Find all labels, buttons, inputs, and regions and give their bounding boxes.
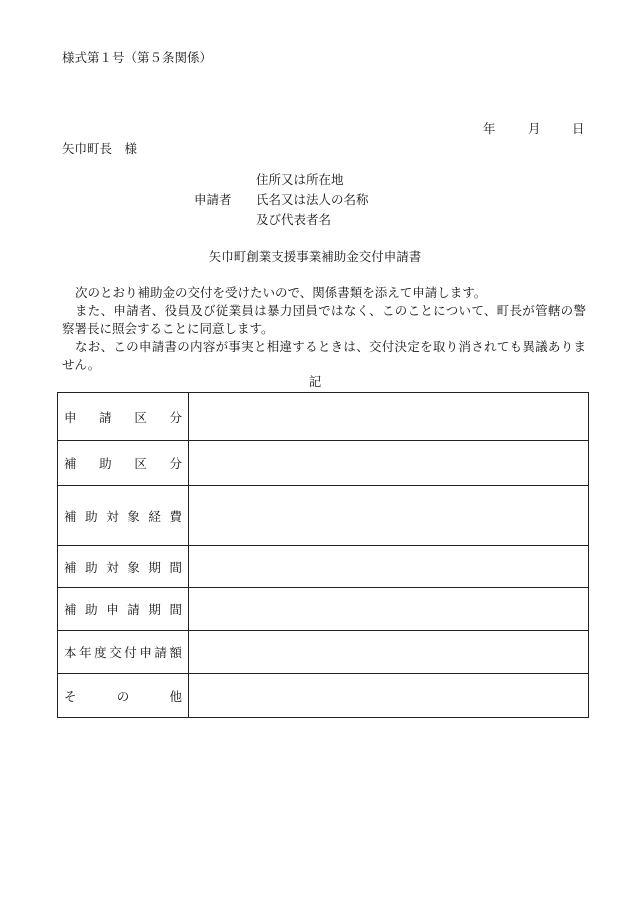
row-label	[64, 643, 182, 661]
label-char: 区	[134, 456, 147, 471]
label-char: 申	[106, 602, 119, 617]
table-row	[58, 631, 589, 674]
row-value-cell[interactable]	[189, 674, 589, 718]
label-char: 請	[154, 645, 167, 660]
label-char: 補	[64, 456, 77, 471]
label-char: 分	[169, 456, 182, 471]
label-char: そ	[64, 688, 77, 704]
label-char: 補	[64, 559, 77, 575]
row-label-cell	[58, 588, 189, 631]
document-title: 矢巾町創業支援事業補助金交付申請書	[208, 249, 422, 264]
label-char: 申	[139, 645, 152, 660]
table-row	[58, 441, 589, 486]
label-char: 象	[127, 508, 140, 524]
applicant-representative-field: 及び代表者名	[256, 212, 332, 227]
table-row	[58, 674, 589, 718]
label-char: 経	[148, 508, 161, 524]
row-label	[64, 454, 182, 472]
label-char: 補	[64, 602, 77, 617]
body-paragraph-1: 次のとおり補助金の交付を受けたいので、関係書類を添えて申請します。	[75, 285, 487, 300]
label-char: 助	[85, 508, 98, 524]
label-char: 象	[127, 559, 140, 575]
row-label	[64, 507, 182, 525]
row-label	[64, 408, 182, 426]
row-label-cell	[58, 486, 189, 546]
label-char: 本	[64, 645, 77, 660]
label-char: 分	[169, 409, 182, 425]
label-char: 度	[94, 645, 107, 660]
label-char: 助	[99, 456, 112, 471]
table-row	[58, 546, 589, 588]
label-char: 対	[106, 508, 119, 524]
label-char: 助	[85, 602, 98, 617]
row-label-cell	[58, 441, 189, 486]
addressee: 矢巾町長 様	[62, 141, 138, 156]
body-paragraph-3: なお、この申請書の内容が事実と相違するときは、交付決定を取り消されても異議ありません。	[62, 339, 586, 372]
ki-label: 記	[308, 374, 322, 389]
label-char: 区	[134, 409, 147, 425]
label-char: 期	[148, 559, 161, 575]
label-char: 額	[169, 645, 182, 660]
row-value-cell[interactable]	[189, 393, 589, 441]
form-number: 様式第１号（第５条関係）	[62, 50, 213, 65]
label-char: 付	[124, 645, 137, 660]
label-char: 間	[169, 559, 182, 575]
date-year-label: 年	[483, 121, 496, 136]
application-table	[57, 392, 589, 718]
applicant-name-field: 氏名又は法人の名称	[256, 192, 369, 207]
label-char: 他	[169, 688, 182, 704]
label-char: 補	[64, 508, 77, 524]
label-char: 請	[99, 409, 112, 425]
label-char: 請	[127, 602, 140, 617]
applicant-address-field: 住所又は所在地	[256, 172, 344, 187]
label-char: 期	[148, 602, 161, 617]
label-char: 対	[106, 559, 119, 575]
date-month-label: 月	[528, 121, 541, 136]
row-label-cell	[58, 674, 189, 718]
table-row	[58, 588, 589, 631]
row-label	[64, 687, 182, 705]
row-label-cell	[58, 393, 189, 441]
label-char: 助	[85, 559, 98, 575]
body-paragraph-2: また、申請者、役員及び従業員は暴力団員ではなく、このことについて、町長が管轄の警察署長に照会することに同意します。	[62, 303, 586, 336]
label-char: 間	[169, 602, 182, 617]
label-char: 費	[169, 508, 182, 524]
label-char: 交	[109, 645, 122, 660]
row-value-cell[interactable]	[189, 546, 589, 588]
row-value-cell[interactable]	[189, 588, 589, 631]
label-char: の	[116, 688, 130, 704]
date-day-label: 日	[572, 121, 585, 136]
row-value-cell[interactable]	[189, 441, 589, 486]
table-row	[58, 393, 589, 441]
row-value-cell[interactable]	[189, 631, 589, 674]
row-label	[64, 600, 182, 618]
label-char: 申	[64, 409, 77, 425]
label-char: 年	[79, 645, 92, 660]
row-label-cell	[58, 546, 189, 588]
row-label	[64, 558, 182, 576]
row-label-cell	[58, 631, 189, 674]
table-row	[58, 486, 589, 546]
applicant-label: 申請者	[194, 192, 232, 207]
row-value-cell[interactable]	[189, 486, 589, 546]
